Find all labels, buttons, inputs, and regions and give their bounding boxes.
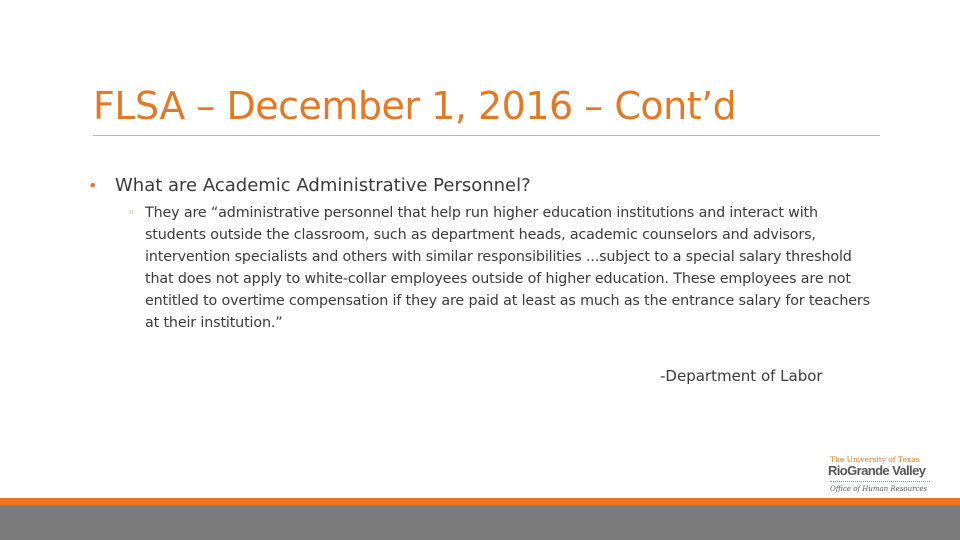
footer-accent-bar	[0, 498, 960, 505]
slide-title: FLSA – December 1, 2016 – Cont’d	[93, 84, 737, 128]
bullet-marker: •	[88, 176, 98, 195]
footer-bar	[0, 505, 960, 540]
sub-bullet-marker: ◦	[128, 206, 135, 219]
utrgv-logo	[828, 455, 938, 497]
logo-department: Office of Human Resources	[830, 485, 928, 493]
sub-bullet-quote: They are “administrative personnel that help run higher education institutions and interact with students outside the classroom, such as department heads, academic counselors and advisors, intervention specialists and others with similar responsibilities ...subject to a special salary threshold that does not apply to white-collar employees outside of higher education. These employees are not entitled to overtime compensation if they are paid at least as much as the entrance salary for teachers at their institution.”	[145, 205, 870, 331]
bullet-text: What are Academic Administrative Personnel?	[115, 175, 531, 196]
logo-campus-name: RioGrande Valley	[828, 463, 926, 478]
title-divider	[93, 135, 880, 136]
logo-university-line: The University of Texas	[830, 455, 920, 464]
quote-attribution: -Department of Labor	[660, 367, 823, 385]
logo-dotted-divider	[830, 481, 930, 482]
